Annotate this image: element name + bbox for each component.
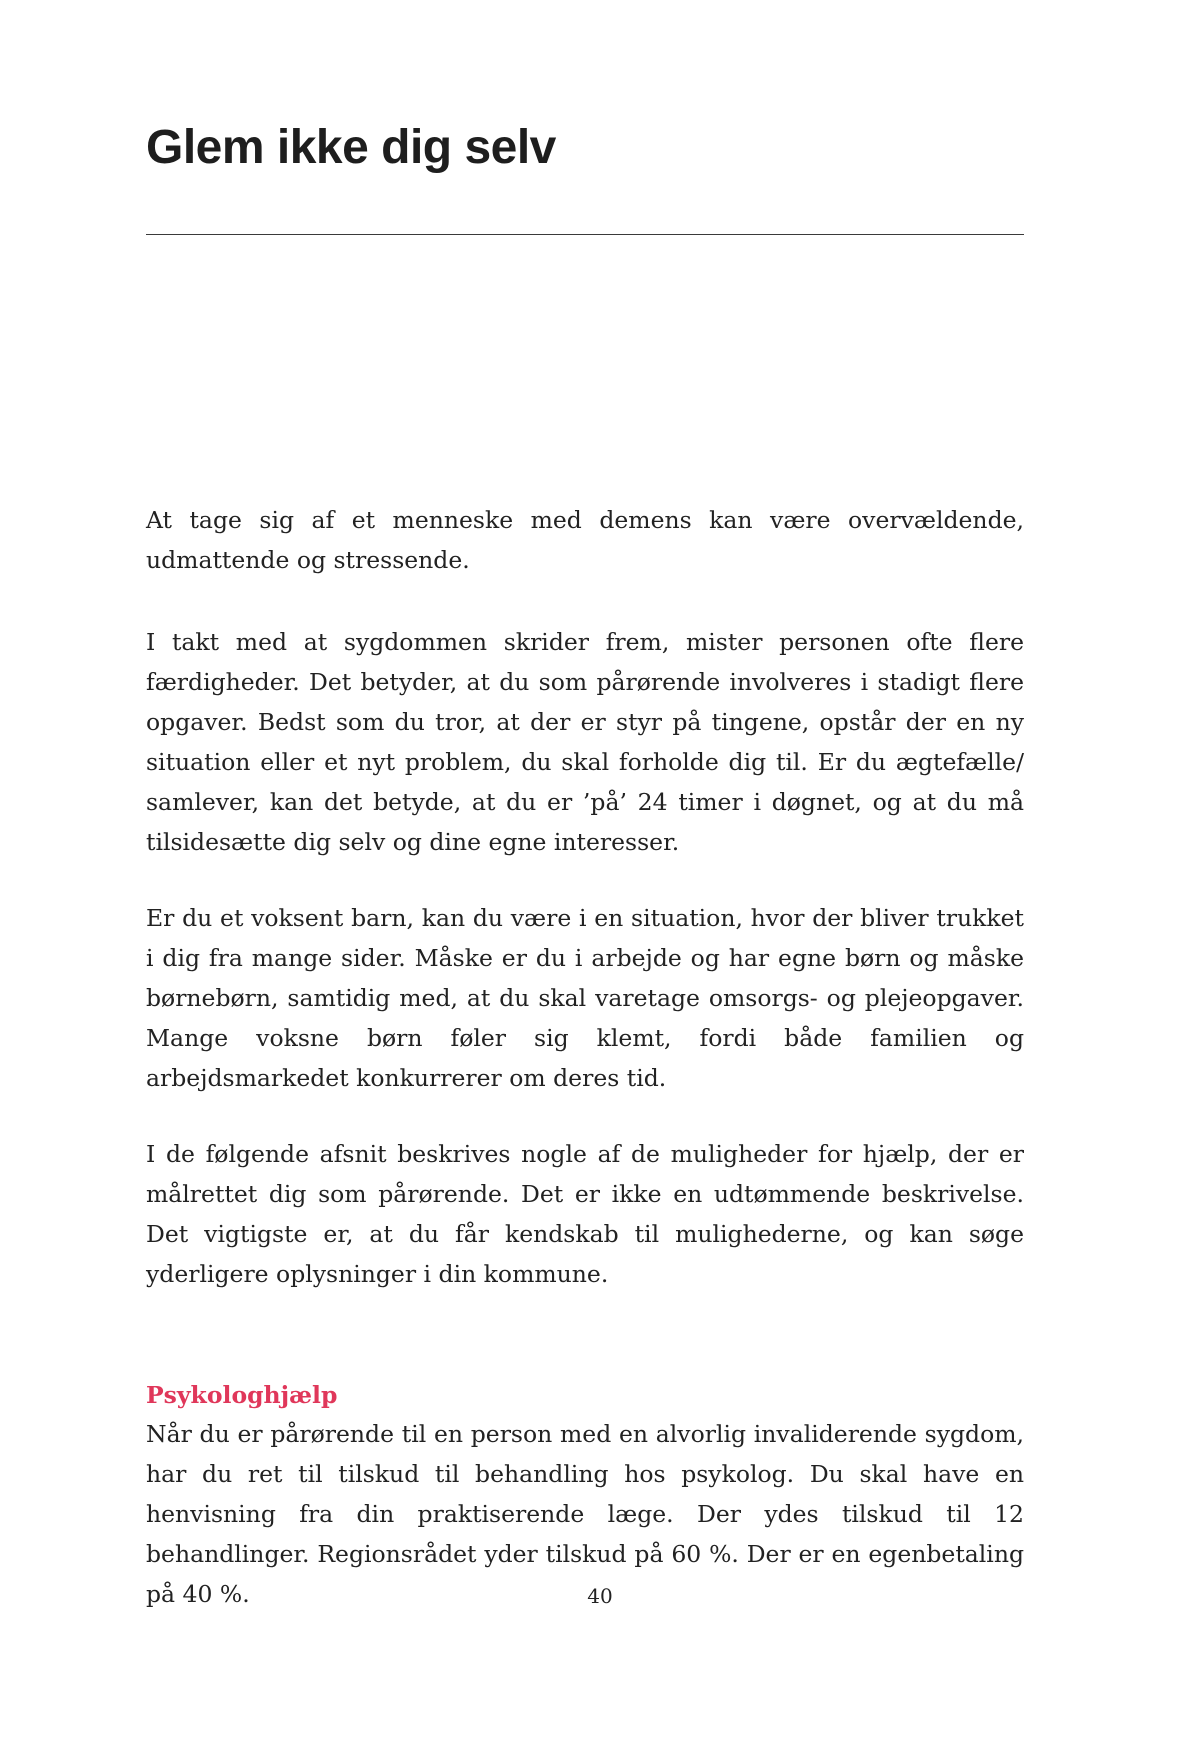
page-title: Glem ikke dig selv	[146, 121, 556, 174]
title-divider	[146, 234, 1024, 235]
paragraph-psykologhjaelp: Når du er pårørende til en person med en alvorlig invaliderende sygdom, har du ret til tilskud til behandling hos psykolog. Du skal have en henvisning fra din praktiserende læge. Der ydes tilskud til 12 behandlinger. Regionsrådet yder tilskud på 60 %. Der er en egenbetaling på 40 %.	[146, 1420, 1024, 1608]
paragraph-adult-children: Er du et voksent barn, kan du være i en situation, hvor der bliver trukket i dig fra mange sider. Måske er du i arbejde og har egne børn og måske børnebørn, samtidig med, at du skal varetage omsorgs- og plejeopgaver. Mange voksne børn føler sig klemt, fordi både familien og arbejdsmarkedet konkurrerer om deres tid.	[146, 904, 1024, 1092]
paragraph-progression: I takt med at sygdommen skrider frem, mister personen ofte flere færdigheder. Det betyder, at du som pårørende involveres i stadigt flere opgaver. Bedst som du tror, at der er styr på tingene, opstår der en ny situation eller et nyt problem, du skal forholde dig til. Er du ægtefælle/​samlever, kan det betyde, at du er ’på’ 24 timer i døgnet, og at du må tilsidesætte dig selv og dine egne interesser.	[146, 628, 1024, 856]
paragraph-following-sections: I de følgende afsnit beskrives nogle af de muligheder for hjælp, der er målrettet dig som pårørende. Det er ikke en udtømmende beskrivelse. Det vigtigste er, at du får kendskab til mulighederne, og kan søge yderligere oplysninger i din kommune.	[146, 1140, 1024, 1288]
section-heading-psykologhjaelp: Psykologhjælp	[146, 1381, 338, 1409]
paragraph-intro: At tage sig af et menneske med demens kan være overvældende, udmattende og stressende.	[146, 506, 1024, 574]
page-number: 40	[587, 1584, 613, 1608]
